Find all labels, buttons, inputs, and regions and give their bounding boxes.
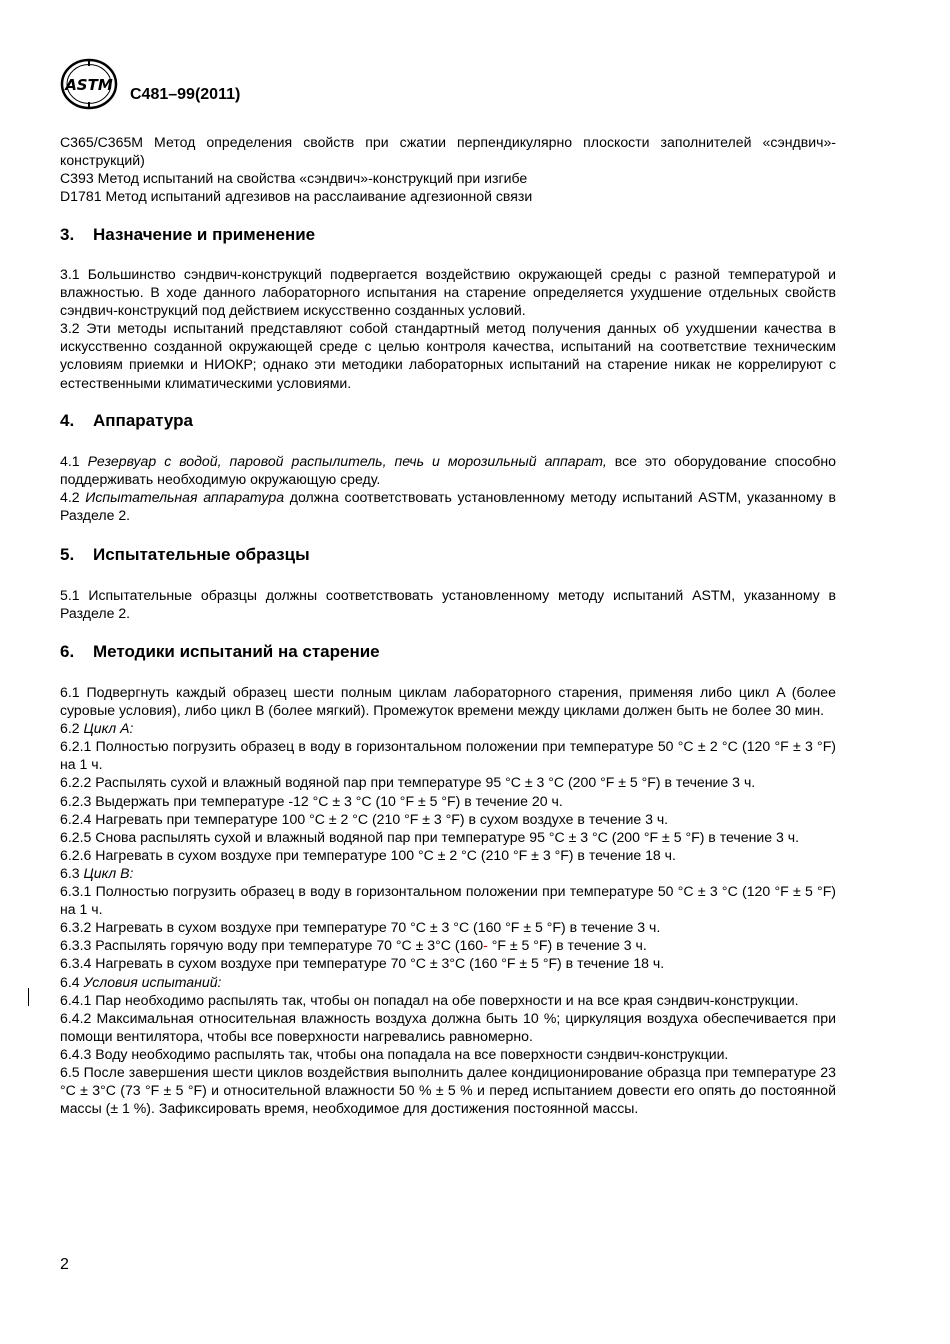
section-number: 6. xyxy=(60,642,75,661)
paragraph-6-1: 6.1 Подвергнуть каждый образец шести полным циклам лабораторного старения, применяя либо цикл A (более суровые условия), либо цикл B (более мягкий). Промежуток времени между циклами должен быть не более 30 мин. xyxy=(60,684,836,719)
section-title: Методики испытаний на старение xyxy=(93,642,380,661)
reference-item: C365/C365M Метод определения свойств при сжатии перпендикулярно плоскости заполнителей «сэндвич»-конструкций) xyxy=(60,134,836,169)
section-number: 5. xyxy=(60,545,75,564)
revision-change-bar xyxy=(28,988,29,1006)
paragraph-6-4: 6.4 Условия испытаний: xyxy=(60,973,222,990)
section-3-body xyxy=(60,265,836,392)
paragraph-6-3-1: 6.3.1 Полностью погрузить образец в воду в горизонтальном положении при температуре 50 °C ± 3 °C (120 °F ± 5 °F) на 1 ч. xyxy=(60,883,836,918)
paragraph-6-2-2: 6.2.2 Распылять сухой и влажный водяной пар при температуре 95 °C ± 3 °C (200 °F ± 5 °F) в течение 3 ч. xyxy=(60,774,756,791)
section-5-body xyxy=(60,586,836,622)
reference-item: C393 Метод испытаний на свойства «сэндвич»-конструкций при изгибе xyxy=(60,170,528,187)
paragraph-4-1: 4.1 Резервуар с водой, паровой распылитель, печь и морозильный аппарат, все это оборудование способно поддерживать необходимую окружающую среду. xyxy=(60,453,836,488)
section-4-body xyxy=(60,452,836,524)
paragraph-6-4-2: 6.4.2 Максимальная относительная влажность воздуха должна быть 10 %; циркуляция воздуха обеспечивается при помощи вентилятора, чтобы все поверхности нагревались равномерно. xyxy=(60,1009,836,1044)
section-title: Испытательные образцы xyxy=(93,545,310,564)
section-title: Аппаратура xyxy=(93,411,193,430)
references-list xyxy=(60,133,836,205)
revision-mark: - xyxy=(483,937,488,954)
paragraph-6-4-3: 6.4.3 Воду необходимо распылять так, чтобы она попадала на все поверхности сэндвич-конструкции. xyxy=(60,1045,729,1062)
paragraph-6-3-3: 6.3.3 Распылять горячую воду при температуре 70 °C ± 3°C (160- °F ± 5 °F) в течение 3 ч. xyxy=(60,937,647,954)
astm-logo xyxy=(60,58,122,110)
document-designation: C481–99(2011) xyxy=(130,86,241,103)
paragraph-6-4-1: 6.4.1 Пар необходимо распылять так, чтобы он попадал на обе поверхности и на все края сэндвич-конструкции. xyxy=(60,991,799,1008)
paragraph-6-2-6: 6.2.6 Нагревать в сухом воздухе при температуре 100 °C ± 2 °C (210 °F ± 3 °F) в течение 18 ч. xyxy=(60,846,676,863)
paragraph-6-3-4: 6.3.4 Нагревать в сухом воздухе при температуре 70 °C ± 3°C (160 °F ± 5 °F) в течение 18 ч. xyxy=(60,955,665,972)
logo-lettering: ASTM xyxy=(65,76,113,94)
paragraph-3-1: 3.1 Большинство сэндвич-конструкций подвергается воздействию окружающей среды с разной температурой и влажностью. В ходе данного лабораторного испытания на старение определяется ухудшение отдельных свойств сэндвич-конструкций под действием искусственно созданных условий. xyxy=(60,266,836,319)
section-5-heading xyxy=(60,545,310,565)
paragraph-6-2-3: 6.2.3 Выдержать при температуре -12 °C ± 3 °C (10 °F ± 5 °F) в течение 20 ч. xyxy=(60,792,563,809)
paragraph-3-2: 3.2 Эти методы испытаний представляют собой стандартный метод получения данных об ухудшении качества в искусственно созданной окружающей среде с целью контроля качества, испытаний на соответствие техническим условиям приемки и НИОКР; однако эти методики лабораторных испытаний на старение никак не коррелируют с естественными климатическими условиями. xyxy=(60,320,836,391)
paragraph-5-1: 5.1 Испытательные образцы должны соответствовать установленному методу испытаний ASTM, указанному в Разделе 2. xyxy=(60,587,836,622)
paragraph-6-2-5: 6.2.5 Снова распылять сухой и влажный водяной пар при температуре 95 °C ± 3 °C (200 °F ± 5 °F) в течение 3 ч. xyxy=(60,828,799,845)
paragraph-6-3: 6.3 Цикл В: xyxy=(60,864,134,881)
paragraph-6-5: 6.5 После завершения шести циклов воздействия выполнить далее кондиционирование образца при температуре 23 °C ± 3°C (73 °F ± 5 °F) и относительной влажности 50 % ± 5 % и перед испытанием довести его опять до постоянной массы (± 1 %). Зафиксировать время, необходимое для достижения постоянной массы. xyxy=(60,1063,836,1117)
section-6-body xyxy=(60,683,836,1117)
reference-item: D1781 Метод испытаний адгезивов на расслаивание адгезионной связи xyxy=(60,188,533,205)
section-6-heading xyxy=(60,642,380,662)
paragraph-6-3-2: 6.3.2 Нагревать в сухом воздухе при температуре 70 °C ± 3 °C (160 °F ± 5 °F) в течение 3 ч. xyxy=(60,919,661,936)
section-title: Назначение и применение xyxy=(93,225,316,244)
section-3-heading xyxy=(60,225,315,245)
page-number: 2 xyxy=(60,1256,69,1273)
paragraph-4-2: 4.2 Испытательная аппаратура должна соответствовать установленному методу испытаний ASTM, указанному в Разделе 2. xyxy=(60,489,836,524)
section-4-heading xyxy=(60,411,193,431)
paragraph-6-2-1: 6.2.1 Полностью погрузить образец в воду в горизонтальном положении при температуре 50 °C ± 2 °C (120 °F ± 3 °F) на 1 ч. xyxy=(60,738,836,773)
section-number: 3. xyxy=(60,225,75,244)
section-number: 4. xyxy=(60,411,75,430)
paragraph-6-2-4: 6.2.4 Нагревать при температуре 100 °C ± 2 °C (210 °F ± 3 °F) в сухом воздухе в течение 3 ч. xyxy=(60,810,669,827)
paragraph-6-2: 6.2 Цикл А: xyxy=(60,720,134,737)
